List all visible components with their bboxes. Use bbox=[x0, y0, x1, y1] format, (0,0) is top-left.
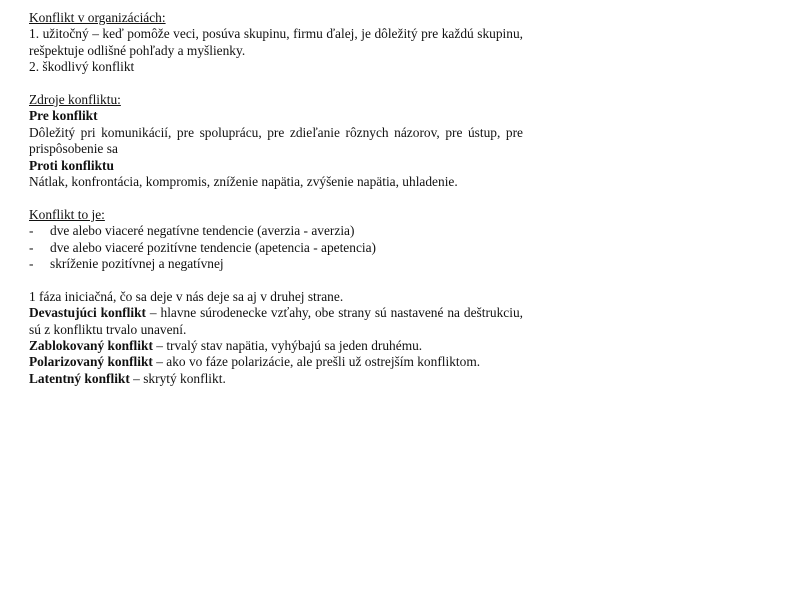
definition-polarized-conflict: – ako vo fáze polarizácie, ale prešli už ostrejším konfliktom. bbox=[152, 354, 481, 370]
heading-conflict-sources: Zdroje konfliktu: bbox=[29, 92, 121, 108]
paragraph-spacer bbox=[29, 190, 523, 206]
term-blocked-conflict: Zablokovaný konflikt bbox=[29, 338, 153, 354]
document-body bbox=[29, 10, 523, 387]
list-item bbox=[29, 223, 523, 239]
list-item bbox=[29, 256, 523, 272]
paragraph-initiation-phase: 1 fáza iniciačná, čo sa deje v nás deje sa aj v druhej strane. bbox=[29, 288, 344, 304]
definition-latent-conflict: – skrytý konflikt. bbox=[129, 370, 226, 386]
term-latent-conflict: Latentný konflikt bbox=[29, 370, 130, 386]
list-dash: - bbox=[29, 223, 34, 239]
paragraph-useful-conflict: 1. užitočný – keď pomôže veci, posúva skupinu, firmu ďalej, je dôležitý pre každú skupinu, rešpektuje odlišné pohľady a myšlienky. bbox=[29, 26, 523, 58]
paragraph-polarized-conflict bbox=[29, 354, 523, 370]
paragraph-spacer bbox=[29, 76, 523, 92]
paragraph-devastating-conflict bbox=[29, 305, 523, 338]
list-dash: - bbox=[29, 256, 34, 272]
list-dash: - bbox=[29, 239, 34, 255]
subheading-pro-conflict: Pre konflikt bbox=[29, 108, 98, 124]
definition-blocked-conflict: – trvalý stav napätia, vyhýbajú sa jeden druhému. bbox=[152, 338, 423, 354]
heading-conflict-in-organizations: Konflikt v organizáciách: bbox=[29, 10, 166, 25]
paragraph-against-conflict: Nátlak, konfrontácia, kompromis, zníženie napätia, zvýšenie napätia, uhladenie. bbox=[29, 174, 458, 190]
paragraph-spacer bbox=[29, 272, 523, 288]
list-item-text: dve alebo viaceré negatívne tendencie (averzia - averzia) bbox=[50, 223, 355, 239]
definition-devastating-conflict: – hlavne súrodenecke vzťahy, obe strany sú nastavené na deštrukciu, sú z konfliktu trvalo unavení. bbox=[29, 305, 524, 337]
term-polarized-conflict: Polarizovaný konflikt bbox=[29, 354, 153, 370]
list-item-text: skríženie pozitívnej a negatívnej bbox=[50, 256, 224, 272]
term-devastating-conflict: Devastujúci konflikt bbox=[29, 305, 146, 321]
subheading-against-conflict: Proti konfliktu bbox=[29, 157, 114, 173]
heading-conflict-is: Konflikt to je: bbox=[29, 206, 105, 222]
paragraph-harmful-conflict: 2. škodlivý konflikt bbox=[29, 59, 135, 75]
paragraph-pro-conflict: Dôležitý pri komunikácií, pre spoluprácu, pre zdieľanie rôznych názorov, pre ústup, pre prispôsobenie sa bbox=[29, 124, 523, 157]
paragraph-blocked-conflict bbox=[29, 338, 523, 354]
paragraph-latent-conflict bbox=[29, 371, 523, 387]
list-item bbox=[29, 240, 523, 256]
list-item-text: dve alebo viaceré pozitívne tendencie (apetencia - apetencia) bbox=[50, 239, 377, 255]
